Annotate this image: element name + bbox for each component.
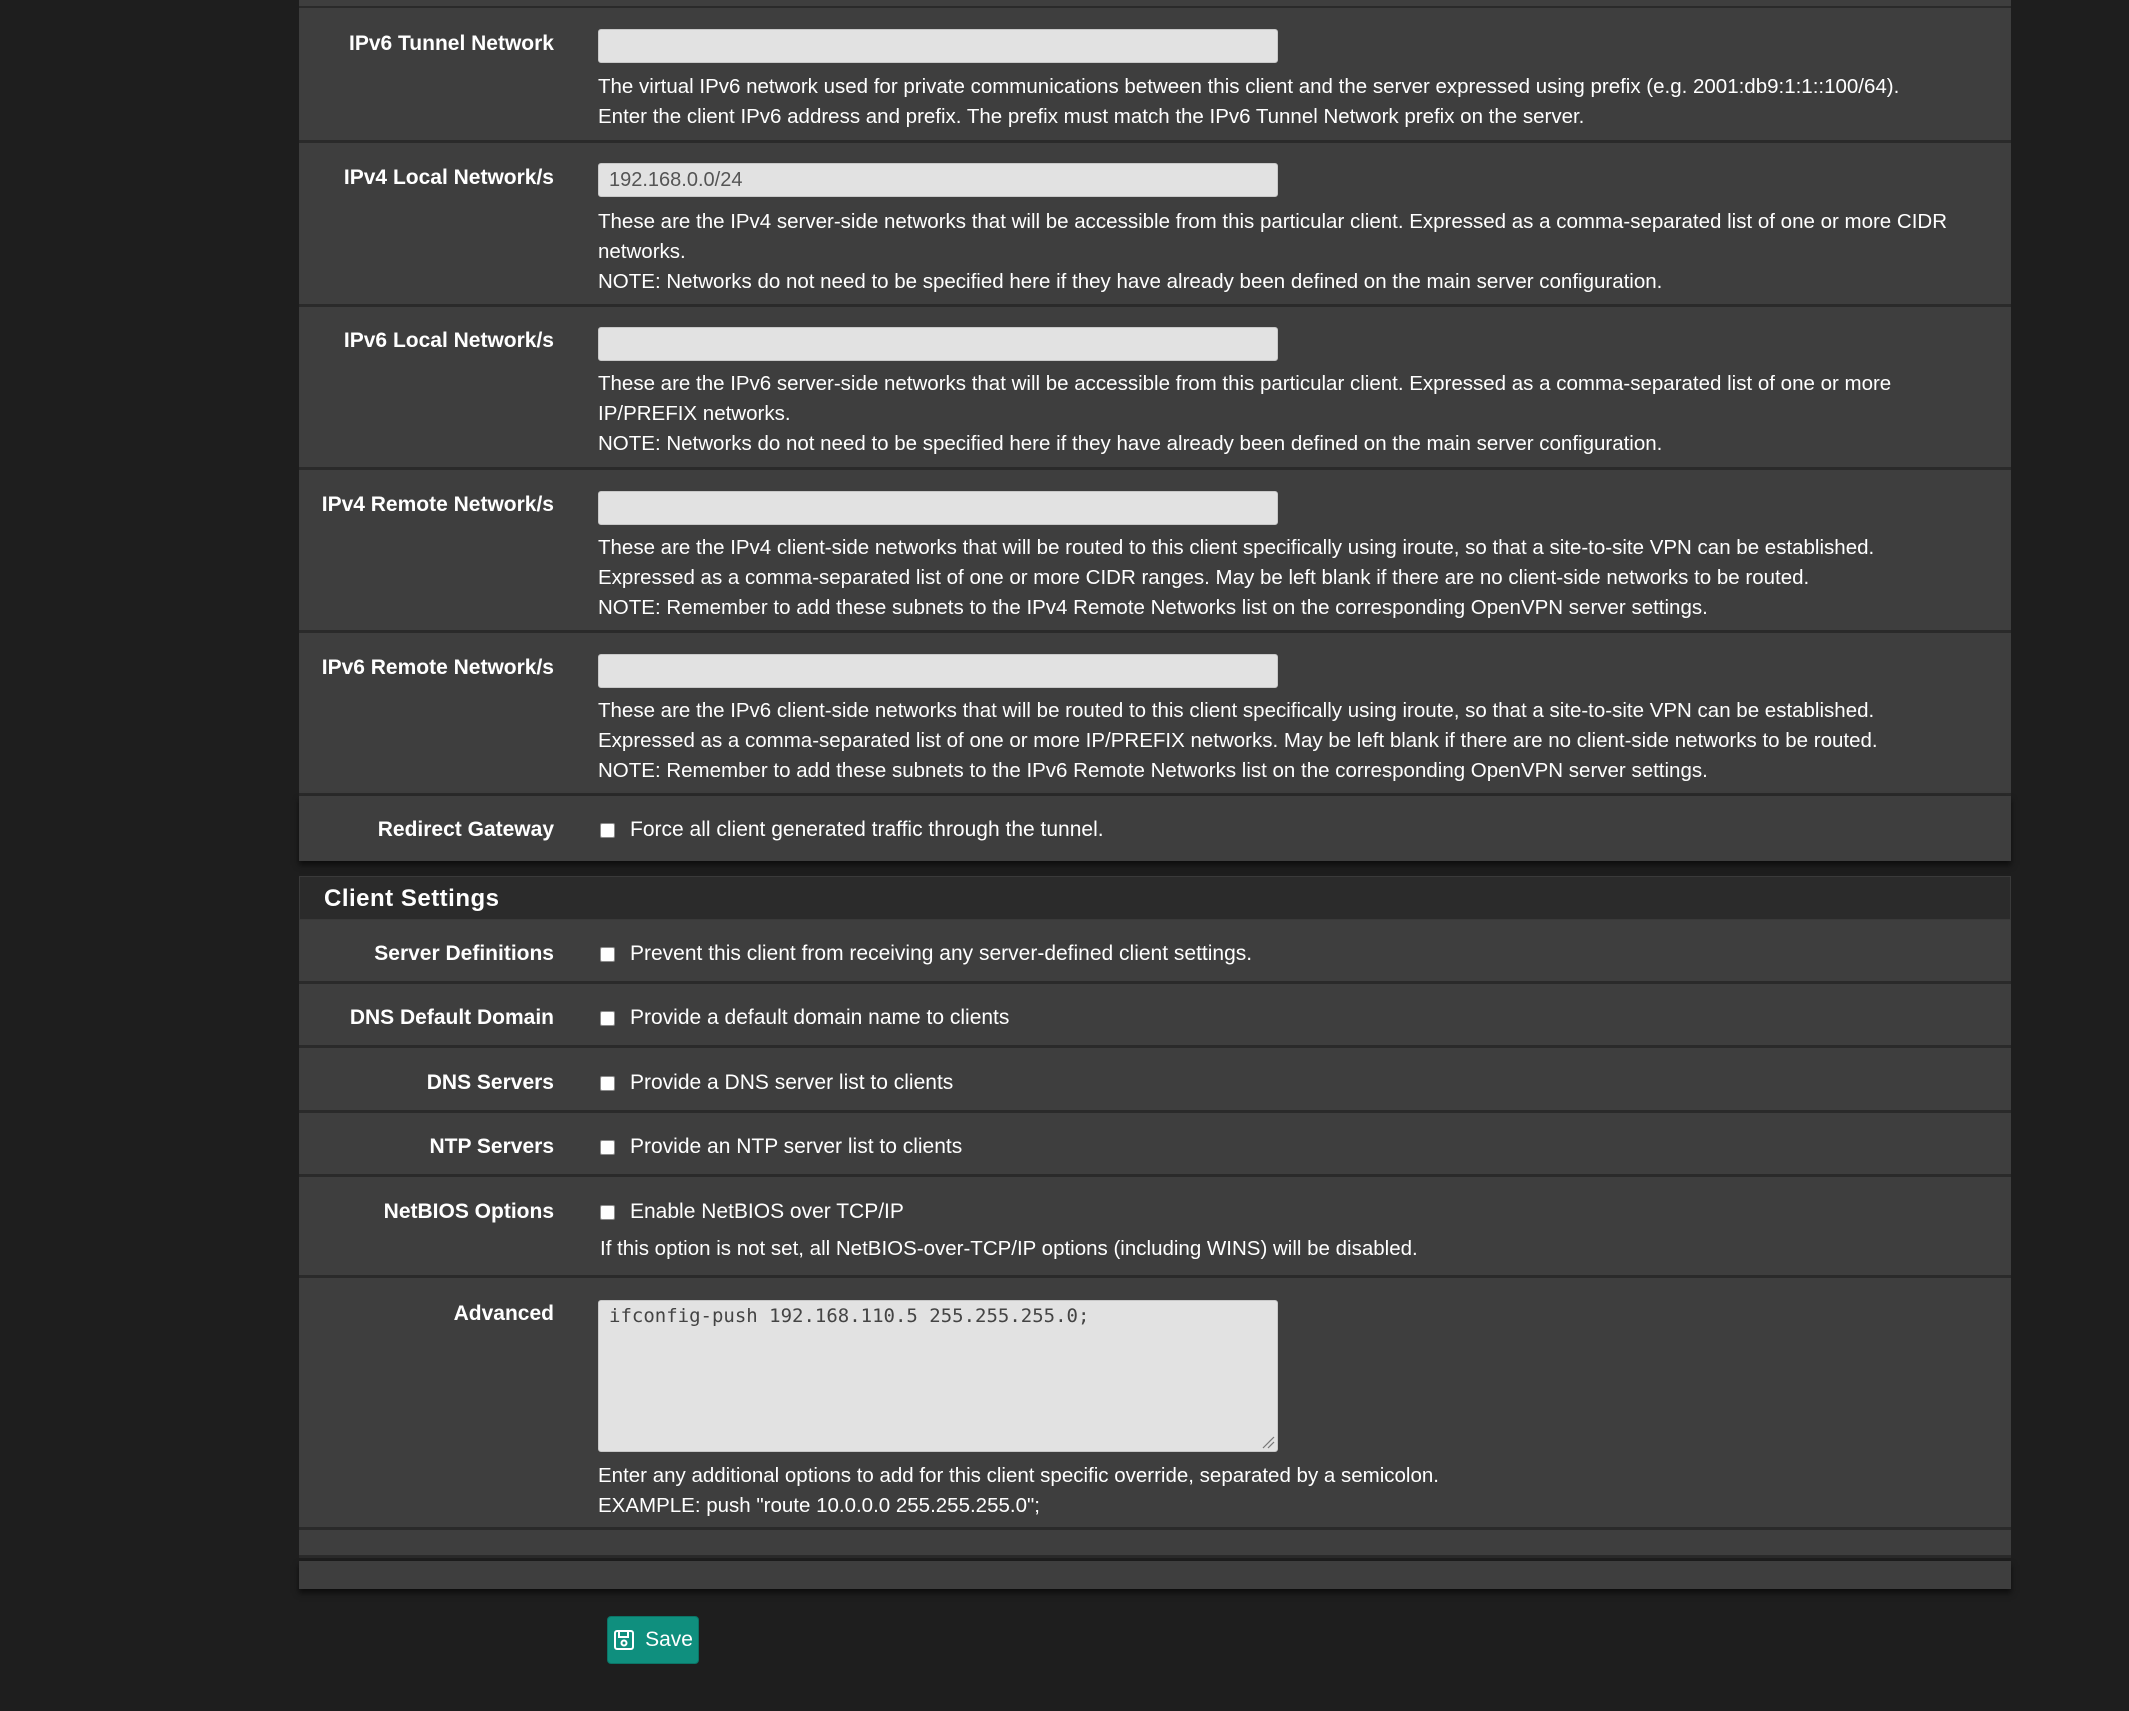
ntp-servers-checkbox[interactable] xyxy=(600,1140,615,1155)
ipv6-tunnel-network-label: IPv6 Tunnel Network xyxy=(349,32,554,55)
help-line: NOTE: Networks do not need to be specified here if they have already been defined on the main server configuration. xyxy=(598,270,1663,293)
panel-top-edge xyxy=(299,0,2011,8)
help-line: networks. xyxy=(598,240,686,263)
help-line: Enter the client IPv6 address and prefix. The prefix must match the IPv6 Tunnel Network prefix on the server. xyxy=(598,105,1585,128)
help-line: Enter any additional options to add for this client specific override, separated by a semicolon. xyxy=(598,1464,1439,1487)
help-line: These are the IPv6 server-side networks that will be accessible from this particular client. Expressed as a comma-separated list of one or more xyxy=(598,372,1892,395)
help-line: Expressed as a comma-separated list of one or more IP/PREFIX networks. May be left blank if there are no client-side networks to be routed. xyxy=(598,729,1878,752)
advanced-label: Advanced xyxy=(453,1302,554,1325)
ipv4-remote-networks-help xyxy=(598,533,1998,623)
netbios-options-label: NetBIOS Options xyxy=(383,1200,554,1223)
row-dns-default-domain xyxy=(299,984,2011,1048)
advanced-help xyxy=(598,1461,1998,1521)
netbios-help: If this option is not set, all NetBIOS-over-TCP/IP options (including WINS) will be disabled. xyxy=(600,1237,1418,1260)
ipv4-remote-networks-input[interactable] xyxy=(598,491,1278,525)
ipv4-local-networks-help xyxy=(598,207,1998,297)
redirect-gateway-checkbox[interactable] xyxy=(600,823,615,838)
help-line: The virtual IPv6 network used for private communications between this client and the server expressed using prefix (e.g. 2001:db9:1:1::100/64). xyxy=(598,75,1900,98)
row-ipv6-local-networks xyxy=(299,307,2011,470)
server-definitions-checkbox-label: Prevent this client from receiving any server-defined client settings. xyxy=(630,942,1253,965)
row-advanced xyxy=(299,1278,2011,1530)
row-ipv6-remote-networks xyxy=(299,633,2011,796)
floppy-disk-icon xyxy=(613,1629,635,1651)
netbios-checkbox[interactable] xyxy=(600,1205,615,1220)
help-line: These are the IPv6 client-side networks that will be routed to this client specifically using iroute, so that a site-to-site VPN can be established. xyxy=(598,699,1875,722)
advanced-textarea[interactable] xyxy=(598,1300,1278,1452)
row-dns-servers xyxy=(299,1048,2011,1113)
ipv6-local-networks-label: IPv6 Local Network/s xyxy=(343,329,554,352)
row-netbios-options xyxy=(299,1177,2011,1278)
row-redirect-gateway xyxy=(299,796,2011,861)
redirect-gateway-label: Redirect Gateway xyxy=(377,818,554,841)
help-line: NOTE: Remember to add these subnets to the IPv4 Remote Networks list on the corresponding OpenVPN server settings. xyxy=(598,596,1708,619)
dns-default-domain-checkbox-label: Provide a default domain name to clients xyxy=(630,1006,1010,1029)
save-button[interactable] xyxy=(607,1616,699,1664)
ipv6-tunnel-network-input[interactable] xyxy=(598,29,1278,63)
redirect-gateway-checkbox-label: Force all client generated traffic through the tunnel. xyxy=(630,818,1104,841)
row-ipv4-remote-networks xyxy=(299,470,2011,633)
save-button-label: Save xyxy=(645,1628,693,1651)
resize-grip-icon[interactable] xyxy=(1261,1435,1275,1449)
client-settings-title: Client Settings xyxy=(324,885,500,912)
dns-servers-checkbox[interactable] xyxy=(600,1076,615,1091)
panel-spacer-row xyxy=(299,1530,2011,1558)
ipv6-tunnel-network-help xyxy=(598,72,1998,132)
row-ipv6-tunnel-network xyxy=(299,8,2011,143)
ipv6-local-networks-input[interactable] xyxy=(598,327,1278,361)
client-settings-header xyxy=(299,876,2011,920)
help-line: EXAMPLE: push "route 10.0.0.0 255.255.255.0"; xyxy=(598,1494,1040,1517)
help-line: These are the IPv4 client-side networks that will be routed to this client specifically using iroute, so that a site-to-site VPN can be established. xyxy=(598,536,1875,559)
help-line: Expressed as a comma-separated list of one or more CIDR ranges. May be left blank if there are no client-side networks to be routed. xyxy=(598,566,1810,589)
help-line: NOTE: Remember to add these subnets to the IPv6 Remote Networks list on the corresponding OpenVPN server settings. xyxy=(598,759,1708,782)
panel-bottom-row xyxy=(299,1561,2011,1589)
dns-servers-checkbox-label: Provide a DNS server list to clients xyxy=(630,1071,954,1094)
ipv6-remote-networks-help xyxy=(598,696,1998,786)
ntp-servers-label: NTP Servers xyxy=(429,1135,554,1158)
ipv4-local-networks-input[interactable]: 192.168.0.0/24 xyxy=(598,163,1278,197)
server-definitions-checkbox[interactable] xyxy=(600,947,615,962)
ipv6-remote-networks-input[interactable] xyxy=(598,654,1278,688)
help-line: NOTE: Networks do not need to be specified here if they have already been defined on the main server configuration. xyxy=(598,432,1663,455)
dns-default-domain-label: DNS Default Domain xyxy=(349,1006,554,1029)
row-server-definitions xyxy=(299,920,2011,984)
netbios-checkbox-label: Enable NetBIOS over TCP/IP xyxy=(630,1200,904,1223)
server-definitions-label: Server Definitions xyxy=(374,942,554,965)
help-line: IP/PREFIX networks. xyxy=(598,402,791,425)
row-ntp-servers xyxy=(299,1113,2011,1177)
ipv6-local-networks-help xyxy=(598,369,1998,459)
ipv4-local-networks-label: IPv4 Local Network/s xyxy=(343,166,554,189)
help-line: These are the IPv4 server-side networks that will be accessible from this particular client. Expressed as a comma-separated list of one or more CIDR xyxy=(598,210,1947,233)
ipv6-remote-networks-label: IPv6 Remote Network/s xyxy=(321,656,554,679)
dns-default-domain-checkbox[interactable] xyxy=(600,1011,615,1026)
ipv4-remote-networks-label: IPv4 Remote Network/s xyxy=(321,493,554,516)
advanced-textarea-value: ifconfig-push 192.168.110.5 255.255.255.0; xyxy=(609,1305,1090,1327)
ntp-servers-checkbox-label: Provide an NTP server list to clients xyxy=(630,1135,963,1158)
dns-servers-label: DNS Servers xyxy=(426,1071,554,1094)
row-ipv4-local-networks xyxy=(299,143,2011,307)
